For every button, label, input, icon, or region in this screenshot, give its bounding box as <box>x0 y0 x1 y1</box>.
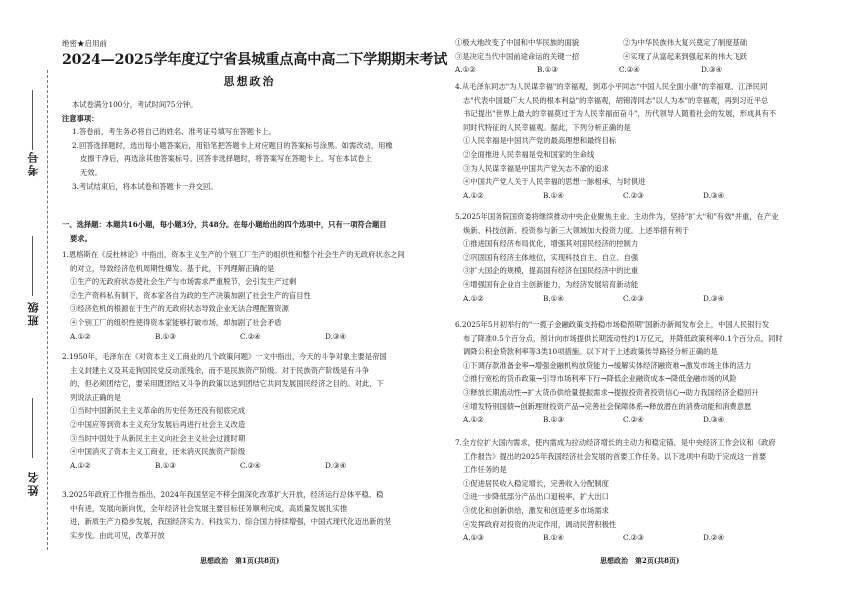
option-d[interactable]: D.②④ <box>703 533 724 543</box>
footer-right: 思想政治 第2页(共8页) <box>600 556 680 565</box>
question-line: 志"代表中国最广大人民的根本利益"的幸福观，胡锦涛同志"以人为本"的幸福观，再到习近平总 <box>463 95 769 105</box>
statement-line: ②推行宽松的货币政策→引导市场利率下行→降低企业融资成本→降低金融市场的风险 <box>463 374 737 384</box>
question-5 <box>455 210 785 305</box>
question-3 <box>62 488 437 542</box>
statement-row <box>455 36 785 50</box>
option-a[interactable]: A.①② <box>463 293 484 303</box>
option-d[interactable]: D.③④ <box>325 460 346 470</box>
class-label: 班级 <box>27 300 40 326</box>
option-c[interactable]: C.②④ <box>240 331 261 341</box>
question-line: 的对立，导致经济危机周期性爆发。基于此，下列理解正确的是 <box>70 263 275 273</box>
statement-2: ②为中华民族伟大复兴奠定了制度基础 <box>623 38 748 47</box>
question-line: 工作任务的是 <box>463 465 507 475</box>
question-line: 7.全方位扩大国内需求，使内需成为拉动经济增长的主动力和稳定锚，是中央经济工作会议和《政府 <box>455 438 776 447</box>
question-line: 6.2025年5月初举行的"一揽子金融政策支持稳市场稳预期"国新办新闻发布会上，中国人民银行发 <box>455 320 770 329</box>
statement-line: ③当时中国处于从新民主主义向社会主义社会过渡时期 <box>70 433 246 443</box>
exam-title: 2024—2025学年度辽宁省县城重点高中高二下学期期末考试 <box>62 52 448 68</box>
option-a[interactable]: A.①② <box>463 415 484 425</box>
statement-line: ①下调存款准备金率→增强金融机构放贷能力→缓解实体经济融资难→激发市场主体的活力 <box>463 360 752 370</box>
statement-line: ④增发特别国债→创新理财投资产品→完善社会保障体系→释放潜在的消费动能和消费意愿 <box>463 401 752 411</box>
binding-line <box>47 70 48 550</box>
statement-line: ③为人民谋幸福是中国共产党矢志不渝的追求 <box>463 163 609 173</box>
statement-line: ②进一步降低部分产品出口退税率，扩大出口 <box>463 492 609 502</box>
statement-line: ②生产资料私有制下，资本家各自为政的生产决策加剧了社会生产的盲目性 <box>70 290 311 300</box>
question-line: 焕新、科技创新、投资参与新三大领域加大投资力度。上述举措有利于 <box>463 225 690 235</box>
option-d[interactable]: D.③④ <box>701 65 722 75</box>
answer-options <box>455 63 785 77</box>
note-item: 无效。 <box>80 167 102 177</box>
option-c[interactable]: C.②④ <box>623 415 644 425</box>
question-line: 2.1950年，毛泽东在《对资本主义工商业的几个政策问题》一文中指出，今天的斗争对象主要是帝国 <box>62 352 387 361</box>
statement-line: ①当时中国新民主主义革命的历史任务还没有彻底完成 <box>70 406 246 416</box>
option-d[interactable]: D.③④ <box>703 415 724 425</box>
statement-line: ①生产的无政府状态使社会生产与市场需求严重脱节，会引发生产过剩 <box>70 277 297 287</box>
statement-line: ②全面推进人民幸福是党和国家的生命线 <box>463 149 595 159</box>
section-heading: 一、选择题：本题共16小题，每小题3分，共48分。在每小题给出的四个选项中，只有一项符合题目 <box>62 220 387 229</box>
question-line: 书记提出"世界上最大的幸福莫过于为人民幸福而奋斗"，历代领导人随着社会的发展，形成具有不 <box>463 109 777 119</box>
option-a[interactable]: A.①② <box>463 190 484 200</box>
question-line: 1.恩格斯在《反杜林论》中指出，资本主义生产的个别工厂生产的组织性和整个社会生产的无政府状态之间 <box>62 250 405 259</box>
question-line: 列说法正确的是 <box>70 392 122 402</box>
question-line: 调降公积金贷款利率等3类10项措施。以下对于上述政策传导路径分析正确的是 <box>463 347 718 357</box>
statement-line: ④增强国有企业自主创新能力，为经济发展培育新动能 <box>463 279 639 289</box>
statement-line: ①推进国有经济布局优化，增强其对国民经济的控制力 <box>463 239 639 249</box>
answer-options <box>455 531 785 545</box>
option-a[interactable]: A.①② <box>455 65 476 75</box>
note-item: 1.答卷前，考生务必将自己的姓名、准考证号填写在答题卡上。 <box>72 127 276 137</box>
statement-line: ③经济危机的根源在于生产的无政府状态导致企业无法合理配置资源 <box>70 304 289 314</box>
intro-text: 本试卷满分100分，考试时间75分钟。 <box>72 100 198 109</box>
question-line: 进，新质生产力稳步发展，我国经济实力、科技实力、综合国力持续增强，中国式现代化迈出新的坚 <box>70 517 392 527</box>
note-item: 3.考试结束后，将本试卷和答题卡一并交回。 <box>72 181 218 191</box>
binding-sidebar <box>0 0 55 593</box>
class-field <box>32 236 33 296</box>
left-column <box>62 98 437 193</box>
option-a[interactable]: A.①② <box>70 460 91 470</box>
option-b[interactable]: B.①③ <box>537 65 558 75</box>
statement-line: ③扩大国企的规模，提高国有经济在国民经济中的比重 <box>463 266 639 276</box>
subject-title: 思想政治 <box>223 75 276 88</box>
answer-options <box>62 330 437 344</box>
statement-3: ③是决定当代中国前途命运的关键一招 <box>455 51 580 61</box>
question-line: 实步伐。由此可见，改革开放 <box>70 530 165 540</box>
answer-options <box>455 292 785 306</box>
question-line: 主义封建主义及其走狗国民党反动派残余，而不是民族资产阶级。对于民族资产阶级是有斗争 <box>70 365 370 375</box>
statement-line: ④个别工厂的组织性使得资本家能够打破市场，却加剧了社会矛盾 <box>70 317 282 327</box>
option-b[interactable]: B.①③ <box>543 415 564 425</box>
option-c[interactable]: C.②③ <box>623 190 644 200</box>
statement-4: ④实现了从富起来到强起来的伟大飞跃 <box>623 51 748 61</box>
option-b[interactable]: B.①③ <box>155 460 176 470</box>
option-d[interactable]: D.③④ <box>703 293 724 303</box>
statement-line: ①人民幸福是中国共产党的最高理想和最终目标 <box>463 136 617 146</box>
question-line: 的，但必须团结它，要采用既团结又斗争的政策以达到团结它共同发展国民经济之目的。对此，下 <box>70 379 384 389</box>
option-c[interactable]: C.②④ <box>240 460 261 470</box>
option-b[interactable]: B.①④ <box>543 293 564 303</box>
question-line: 工作报告》提出的2025年我国经济社会发展的首要工作任务。以下选项中有助于完成这一首要 <box>463 451 767 461</box>
option-c[interactable]: C.②③ <box>623 533 644 543</box>
question-line: 中有进，发展向新向优，全年经济社会发展主要目标任务顺利完成，高质量发展扎实推 <box>70 503 348 513</box>
option-a[interactable]: A.①③ <box>463 533 484 543</box>
question-7 <box>455 436 785 545</box>
option-c[interactable]: C.②④ <box>619 65 640 75</box>
name-field <box>32 398 33 458</box>
option-a[interactable]: A.①② <box>70 331 91 341</box>
answer-options <box>455 189 785 203</box>
statement-line: ④中国消灭了资本主义工商业，还未消灭民族资产阶级 <box>70 447 246 457</box>
statement-line: ③释放长期流动性→扩大货币供给量提振需求→提振投资者投资信心→助力我国经济企稳回升 <box>463 387 759 397</box>
option-c[interactable]: C.②③ <box>623 293 644 303</box>
question-6 <box>455 318 785 427</box>
confidential-note: 绝密★启用前 <box>62 39 107 48</box>
notes-heading: 注意事项： <box>62 113 99 123</box>
exam-number-field <box>32 90 33 150</box>
question-1 <box>62 248 437 343</box>
statement-line: ④发挥政府对投资的决定作用，调动民营积极性 <box>463 519 617 529</box>
question-line: 3.2025年政府工作报告指出，2024年我国坚定不移全面深化改革扩大开放，经济运行总体平稳、稳 <box>62 490 384 499</box>
question-3-options <box>455 36 785 77</box>
question-line: 5.2025年国务院国资委将继续推动中央企业聚焦主业、主动作为，坚持"扩大"和"有效"并重，在产业 <box>455 212 779 221</box>
statement-line: ②巩固国有经济主体地位，实现科技自主、自立、自强 <box>463 252 639 262</box>
option-d[interactable]: D.③④ <box>325 331 346 341</box>
option-d[interactable]: D.③④ <box>703 190 724 200</box>
option-b[interactable]: B.①③ <box>155 331 176 341</box>
statement-1: ①极大地改变了中国和中华民族的面貌 <box>455 38 580 47</box>
question-line: 同时代特征的人民幸福观。据此，下列分析正确的是 <box>463 122 631 132</box>
exam-number-label: 考号 <box>27 150 40 176</box>
statement-line: ④中国共产党人关于人民幸福的思想一脉相承、与时俱进 <box>463 177 646 187</box>
question-line: 4.从毛泽东同志"为人民谋幸福"的幸福观，到邓小平同志"中国人民全面小康"的幸福观、江泽民同 <box>455 82 768 91</box>
section1-block <box>62 218 437 245</box>
footer-left: 思想政治 第1页(共8页) <box>200 556 280 565</box>
option-b[interactable]: B.①④ <box>543 190 564 200</box>
answer-options <box>62 459 437 473</box>
name-label: 姓名 <box>27 470 40 496</box>
statement-line: ③优化和创新供给，激发和创造更多市场需求 <box>463 505 609 515</box>
answer-options <box>455 413 785 427</box>
note-item: 2.回答选择题时，选出每小题答案后，用铅笔把答题卡上对应题目的答案标号涂黑。如需改动，用橡 <box>72 140 393 150</box>
statement-line: ②中国应等到资本主义充分发展后再进行社会主义改造 <box>70 419 246 429</box>
statement-line: ①促进居民收入稳定增长，完善收入分配制度 <box>463 478 609 488</box>
question-2 <box>62 350 437 472</box>
note-item: 皮擦干净后，再选涂其他答案标号。回答非选择题时，将答案写在答题卡上。写在本试卷上 <box>80 154 372 164</box>
statement-row <box>455 50 785 64</box>
question-4 <box>455 80 785 202</box>
option-b[interactable]: B.①④ <box>543 533 564 543</box>
question-line: 布了降准0.5个百分点，预计向市场提供长期流动性约1万亿元，并降低政策利率0.1个百分点，同时 <box>463 333 783 343</box>
section-heading: 要求。 <box>70 233 92 243</box>
